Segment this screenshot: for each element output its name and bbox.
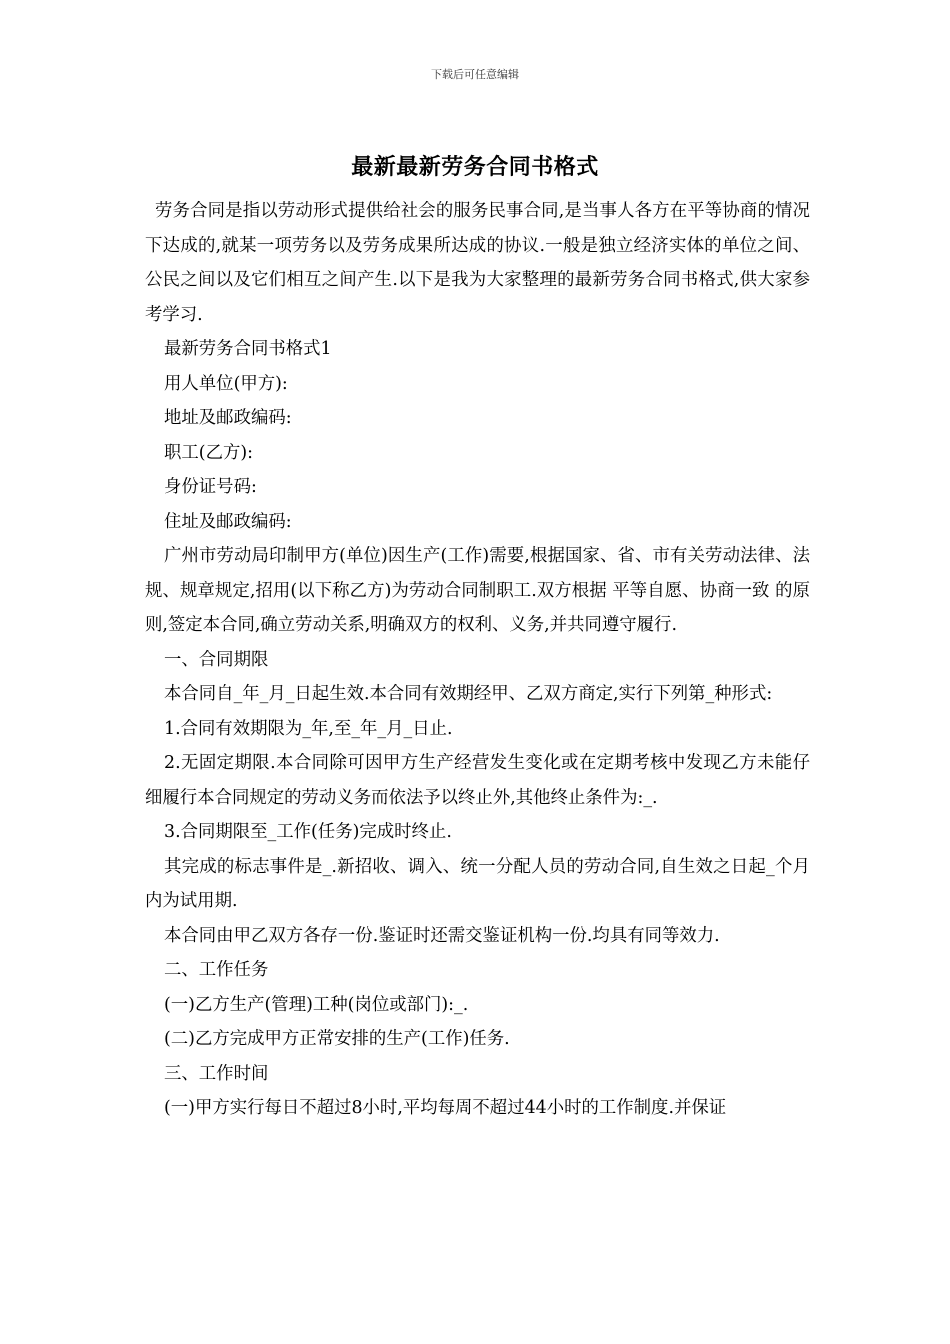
- intro-paragraph: 劳务合同是指以劳动形式提供给社会的服务民事合同,是当事人各方在平等协商的情况下达成的,就某一项劳务以及劳务成果所达成的协议.一般是独立经济实体的单位之间、公民之间以及它们相互之间产生.以下是我为大家整理的最新劳务合同书格式,供大家参考学习.: [145, 201, 810, 325]
- task-item-2: (二)乙方完成甲方正常安排的生产(工作)任务.: [164, 1029, 510, 1049]
- format-heading: 最新劳务合同书格式1: [164, 339, 332, 359]
- section-heading-hours: 三、工作时间: [164, 1063, 269, 1084]
- term-option-3: 3.合同期限至_工作(任务)完成时终止.: [164, 822, 452, 842]
- probation-paragraph: 其完成的标志事件是_.新招收、调入、统一分配人员的劳动合同,自生效之日起_个月内为试用期.: [145, 856, 810, 911]
- term-option-1: 1.合同有效期限为_年,至_年_月_日止.: [164, 718, 453, 739]
- document-body: [145, 194, 810, 1126]
- preamble-paragraph: 广州市劳动局印制甲方(单位)因生产(工作)需要,根据国家、省、市有关劳动法律、法规、规章规定,招用(以下称乙方)为劳动合同制职工.双方根据 平等自愿、协商一致 的原则,签定本合同,确立劳动关系,明确双方的权利、义务,并共同遵守履行.: [145, 546, 810, 635]
- section-heading-tasks: 二、工作任务: [164, 960, 269, 980]
- id-number-field: 身份证号码:: [164, 477, 257, 497]
- header-note: 下载后可任意编辑: [431, 68, 519, 81]
- term-paragraph: 本合同自_年_月_日起生效.本合同有效期经甲、乙双方商定,实行下列第_种形式:: [164, 684, 773, 704]
- document-title: 最新最新劳务合同书格式: [351, 155, 599, 180]
- term-option-2: 2.无固定期限.本合同除可因甲方生产经营发生变化或在定期考核中发现乙方未能仔细履行本合同规定的劳动义务而依法予以终止外,其他终止条件为:_.: [145, 753, 810, 808]
- employee-address-field: 住址及邮政编码:: [164, 511, 292, 532]
- copies-paragraph: 本合同由甲乙双方各存一份.鉴证时还需交鉴证机构一份.均具有同等效力.: [164, 925, 720, 946]
- section-heading-term: 一、合同期限: [164, 649, 269, 670]
- hours-item-1: (一)甲方实行每日不超过8小时,平均每周不超过44小时的工作制度.并保证: [164, 1098, 727, 1118]
- employee-field: 职工(乙方):: [164, 442, 253, 463]
- employer-field: 用人单位(甲方):: [164, 373, 288, 394]
- employer-address-field: 地址及邮政编码:: [164, 408, 292, 428]
- task-item-1: (一)乙方生产(管理)工种(岗位或部门):_.: [164, 994, 469, 1015]
